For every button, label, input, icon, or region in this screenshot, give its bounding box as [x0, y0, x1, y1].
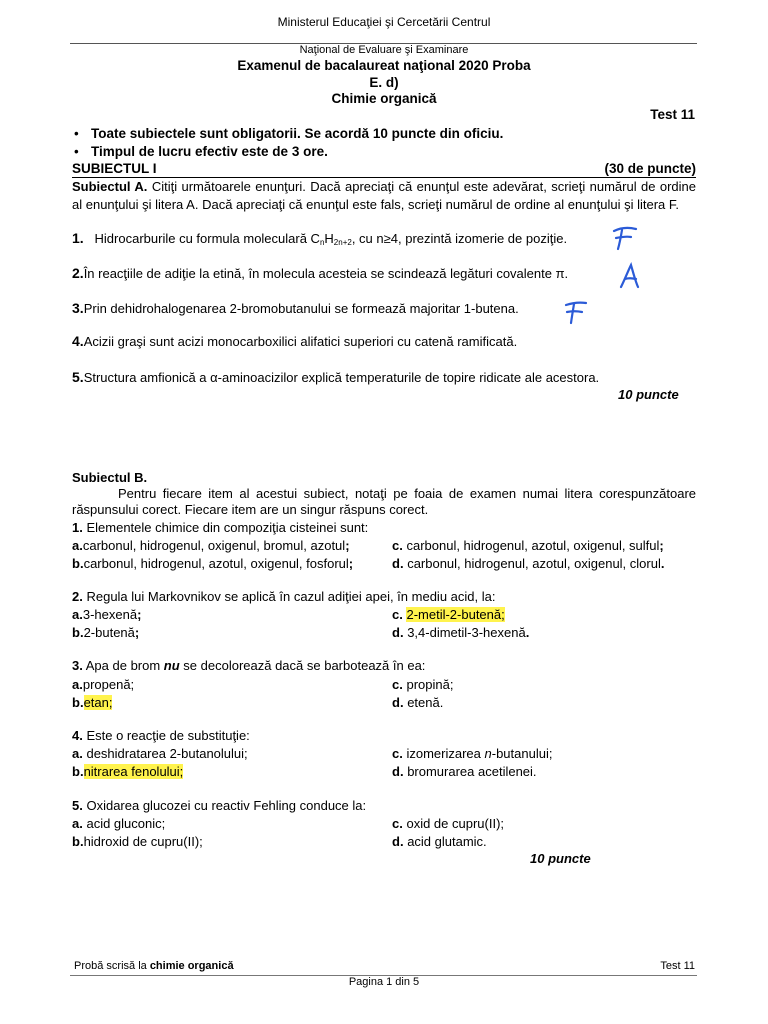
ministry-header: Ministerul Educaţiei şi Cercetării Centrul [277, 15, 491, 29]
exam-subject: Chimie organică [331, 91, 437, 106]
q2-option-b: b.2-butenă; [72, 625, 140, 640]
question-3: 3. Apa de brom nu se decolorează dacă se barbotează în ea: [72, 658, 426, 673]
q4-option-a: a. deshidratarea 2-butanolului; [72, 746, 248, 761]
q3-option-d: d. etenă. [392, 695, 444, 710]
question-4: 4. Este o reacţie de substituţie: [72, 728, 250, 743]
question-1: 1. Elementele chimice din compoziţia cisteinei sunt: [72, 520, 369, 535]
subject-1-points: (30 de puncte) [604, 161, 696, 176]
q5-option-c: c. oxid de cupru(II); [392, 816, 505, 831]
statement-4: 4.Acizii graşi sunt acizi monocarboxilici alifatici superiori cu catenă ramificată. [72, 333, 518, 349]
subject-1-title: SUBIECTUL I [72, 161, 157, 176]
q1-option-d: d. carbonul, hidrogenul, azotul, oxigenul, clorul. [392, 556, 665, 571]
footer-test: Test 11 [660, 960, 695, 972]
q5-option-a: a. acid gluconic; [72, 816, 166, 831]
instruction-2: • Timpul de lucru efectiv este de 3 ore. [74, 144, 328, 159]
center-subtitle: Naţional de Evaluare şi Examinare [299, 44, 469, 56]
q4-option-d: d. bromurarea acetilenei. [392, 764, 537, 779]
svg-text:F: F [562, 298, 563, 299]
q5-option-b: b.hidroxid de cupru(II); [72, 834, 203, 849]
q5-option-d: d. acid glutamic. [392, 834, 487, 849]
handwritten-answer-2 [618, 262, 642, 290]
svg-text:A: A [618, 262, 619, 263]
part-a-intro: Subiectul A. Citiţi următoarele enunţuri. Dacă apreciaţi că enunţul este adevărat, scrieţi numărul de ordine al enunţului şi litera A. Dacă apreciaţi că enunţul este fals, scrieţi numărul de ordine al enunţului şi litera F. [72, 179, 696, 212]
statement-2: 2.În reacţiile de adiţie la etină, în molecula acesteia se scindează legături covalente π. [72, 265, 569, 281]
q2-option-d: d. 3,4-dimetil-3-hexenă. [392, 625, 530, 640]
q1-option-c: c. carbonul, hidrogenul, azotul, oxigenul, sulful; [392, 538, 664, 553]
q4-highlighted-answer: nitrarea fenolului; [83, 764, 184, 779]
q1-option-b: b.carbonul, hidrogenul, azotul, oxigenul, fosforul; [72, 556, 354, 571]
handwritten-answer-1 [610, 224, 640, 252]
footer-subject: Probă scrisă la chimie organică [74, 960, 234, 972]
part-a-label: Subiectul A. [72, 179, 148, 194]
part-b-points: 10 puncte [530, 851, 591, 866]
question-2: 2. Regula lui Markovnikov se aplică în cazul adiţiei apei, în mediu acid, la: [72, 589, 496, 604]
instruction-1: • Toate subiectele sunt obligatorii. Se acordă 10 puncte din oficiu. [74, 126, 504, 141]
statement-1: 1. Hidrocarburile cu formula moleculară $C_nH_{2n+2}$, cu n≥4, prezintă izomerie de poziţie. [72, 230, 568, 247]
q3-option-b: b.etan; [72, 695, 113, 710]
q4-option-b: b.nitrarea fenolului; [72, 764, 184, 779]
svg-text:F: F [610, 224, 611, 225]
test-number: Test 11 [650, 107, 695, 122]
part-b-intro: Pentru fiecare item al acestui subiect, notaţi pe foaia de examen numai litera corespunzătoare răspunsului corect. Fiecare item are un singur răspuns corect. [72, 486, 696, 517]
statement-3: 3.Prin dehidrohalogenarea 2-bromobutanului se formează majoritar 1-butena. [72, 300, 519, 316]
q3-option-a: a.propenă; [72, 677, 135, 692]
part-b-label: Subiectul B. [72, 470, 148, 485]
q2-option-c: c. 2-metil-2-butenă; [392, 607, 505, 622]
statement-5: 5.Structura amfionică a α-aminoacizilor explică temperaturile de topire ridicate ale acestora. [72, 369, 600, 385]
exam-proba: E. d) [369, 75, 399, 90]
q2-highlighted-answer: 2-metil-2-butenă; [406, 607, 505, 622]
part-a-points: 10 puncte [618, 387, 679, 402]
question-5: 5. Oxidarea glucozei cu reactiv Fehling conduce la: [72, 798, 367, 813]
q3-option-c: c. propină; [392, 677, 454, 692]
subject-1-header [72, 161, 696, 178]
q1-option-a: a.carbonul, hidrogenul, oxigenul, bromul, azotul; [72, 538, 350, 553]
handwritten-answer-3 [562, 298, 590, 326]
q2-option-a: a.3-hexenă; [72, 607, 142, 622]
q3-highlighted-answer: etan; [83, 695, 113, 710]
q4-option-c: c. izomerizarea n-butanului; [392, 746, 553, 761]
exam-title: Examenul de bacalaureat naţional 2020 Proba [237, 58, 531, 73]
page-number: Pagina 1 din 5 [348, 976, 420, 988]
